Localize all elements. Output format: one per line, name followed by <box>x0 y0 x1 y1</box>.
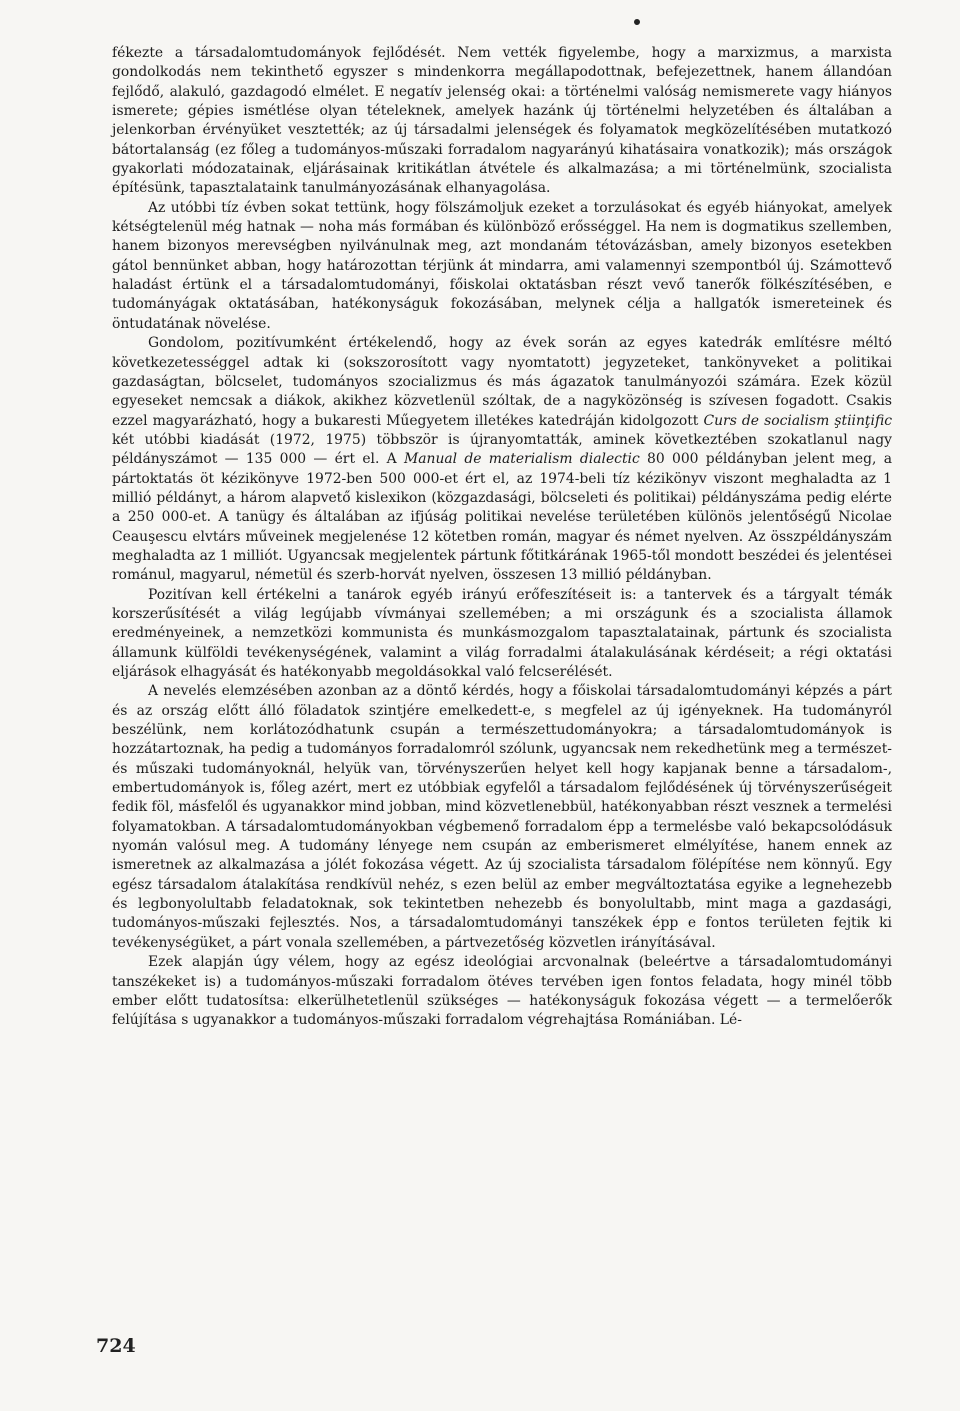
paragraph: Ezek alapján úgy vélem, hogy az egész ideológiai arcvonalnak (beleértve a társadalomtudományi tanszékeket is) a tudományos-műszaki forradalom ötéves tervében igen fontos feladata, hogy minél több ember előtt tudatosítsa: elkerülhetetlenül szükséges — hatékonyságuk fokozása végett — a termelőerők felújítása s ugyanakkor a tudományos-műszaki forradalom végrehajtása Romániában. Lé- <box>112 954 892 1029</box>
text-run: Gondolom, pozitívumként értékelendő, hogy az évek során az egyes katedrák említésre méltó következetességgel adtak ki (sokszorosított vagy nyomtatott) jegyzeteket, tankönyveket a politikai gazdaságtan, bölcselet, tudományos szocializmus és más ágazatok tanulmányozói számára. Ezek közül egyeseket nemcsak a diákok, akikhez közvetlenül szóltak, de a nagyközönség is szívesen fogadott. Csakis ezzel magyarázható, hogy a bukaresti Műegyetem illetékes katedráján kidolgozott <box>112 335 892 429</box>
book-title-manual: Manual de materialism dialectic <box>404 451 640 468</box>
paragraph: fékezte a társadalomtudományok fejlődését. Nem vették figyelembe, hogy a marxizmus, a marxista gondolkodás nem tekinthető egyszer s mindenkorra megállapodottnak, befejezettnek, hanem állandóan fejlődő, alakuló, gazdagodó elmélet. E negatív jelenség okai: a történelmi valóság nemismerete vagy hiányos ismerete; gépies ismétlése olyan tételeknek, amelyek hazánk új történelmi helyzetében és általában a jelenkorban érvényüket vesztették; az új társadalmi jelenségek és folyamatok megközelítésében mutatkozó bátortalanság (ez főleg a tudományos-műszaki forradalom nagyarányú kihatásaira vonatkozik); más országok gyakorlati módozatainak, eljárásainak kritikátlan átvétele és alkalmazása; a mi történelmünk, szocialista építésünk, tapasztalataink tanulmányozásának elhanyagolása. <box>112 45 892 197</box>
text-run: 80 000 példányban jelent meg, a pártoktatás öt kézikönyve 1972-ben 500 000-et ért el, az 1974-beli tíz kézikönyv viszont meghaladta az 1 millió példányt, a három alapvető kislexikon (közgazdasági, bölcseleti és politikai) példányszáma pedig elérte a 250 000-et. A tanügy és általában az ifjúság politikai nevelése területében különös jelentőségű Nicolae Ceauşescu elvtárs műveinek megjelenése 12 kötetben román, magyar és német nyelven. Az összpéldányszám meghaladta az 1 milliót. Ugyancsak megjelentek pártunk főtitkárának 1965-től mondott beszédei és jelentései románul, magyarul, németül és szerb-horvát nyelven, összesen 13 millió példányban. <box>112 451 892 584</box>
paragraph <box>112 334 892 585</box>
paragraph: Pozitívan kell értékelni a tanárok egyéb irányú erőfeszítéseit is: a tantervek és a tárgyalt témák korszerűsítését a világ legújabb vívmányai szellemében; a mi országunk és a szocialista államok eredményeinek, a nemzetközi kommunista és munkásmozgalom tapasztalatainak, pártunk és szocialista államunk külföldi tevékenységének, valamint a világ forradalmi átalakulásának kérdéseit; a régi oktatási eljárások elhagyását és hatékonyabb megoldásokkal való felcserélését. <box>112 586 892 680</box>
page-number: 724 <box>96 1335 136 1357</box>
book-title-curs: Curs de socialism ştiinţific <box>703 412 893 429</box>
paragraph: Az utóbbi tíz évben sokat tettünk, hogy fölszámoljuk ezeket a torzulásokat és egyéb hiányokat, amelyek kétségtelenül még hatnak — noha más formában és különböző erősséggel. Ha nem is dogmatikus szellemben, hanem bizonyos merevségben nyilvánulnak meg, azt mondanám tétovázásban, amely bizonyos esetekben gátol bennünket abban, hogy határozottan térjünk át mindarra, ami valamennyi szempontból új. Számottevő haladást értünk el a társadalomtudományi, főiskolai oktatásban részt vevő tanerők fölkészítésében, e tudományágak oktatásában, hatékonyságuk fokozásában, melynek célja a hallgatók ismereteinek és öntudatának növelése. <box>112 199 892 332</box>
text-run: két utóbbi kiadását (1972, 1975) többször is újranyomtatták, aminek következtében szokatlanul nagy példányszámot — 135 000 — ért el. A <box>112 431 892 468</box>
paragraph: A nevelés elemzésében azonban az a döntő kérdés, hogy a főiskolai társadalomtudományi képzés a párt és az ország előtt álló föladatok szintjére emelkedett-e, s megfelel az új igényeknek. Ha tudományról beszélünk, nem korlátozódhatunk csupán a természettudományokra; a társadalomtudományok is hozzátartoznak, ha pedig a tudományos forradalomról szólunk, ugyancsak nem rekedhetünk meg a természet- és műszaki tudományoknál, helyük van, törvényszerűen helyet kell hogy kapjanak benne a társadalom-, embertudományok is, főleg azért, mert ez utóbbiak egyfelől a társadalom fejlődésének új törvényszerűségeit fedik föl, másfelől és ugyanakkor mind jobban, mind közvetlenebbül, hatékonyabban részt vesznek a termelési folyamatokban. A társadalomtudományokban végbemenő forradalom épp a termelésbe való bekapcsolódásuk nyomán valósul meg. A tudomány lényege nem csupán az emberismeret elmélyítése, hanem ennek az ismeretnek az alkalmazása a jólét fokozása végett. Az új szocialista társadalom fölépítése nem könnyű. Egy egész társadalom átalakítása rendkívül nehéz, s ezen belül az ember megváltoztatása egyike a legnehezebb és legbonyolultabb feladatoknak, sok tekintetben nehezebb és bonyolultabb, mint maga a gazdasági, tudományos-műszaki fejlesztés. Nos, a társadalomtudományi tanszékek épp e fontos területen fejtik ki tevékenységüket, a párt vonala szellemében, a pártvezetőség közvetlen irányításával. <box>112 683 892 951</box>
ink-speck <box>634 19 640 25</box>
page-body <box>112 44 892 1031</box>
